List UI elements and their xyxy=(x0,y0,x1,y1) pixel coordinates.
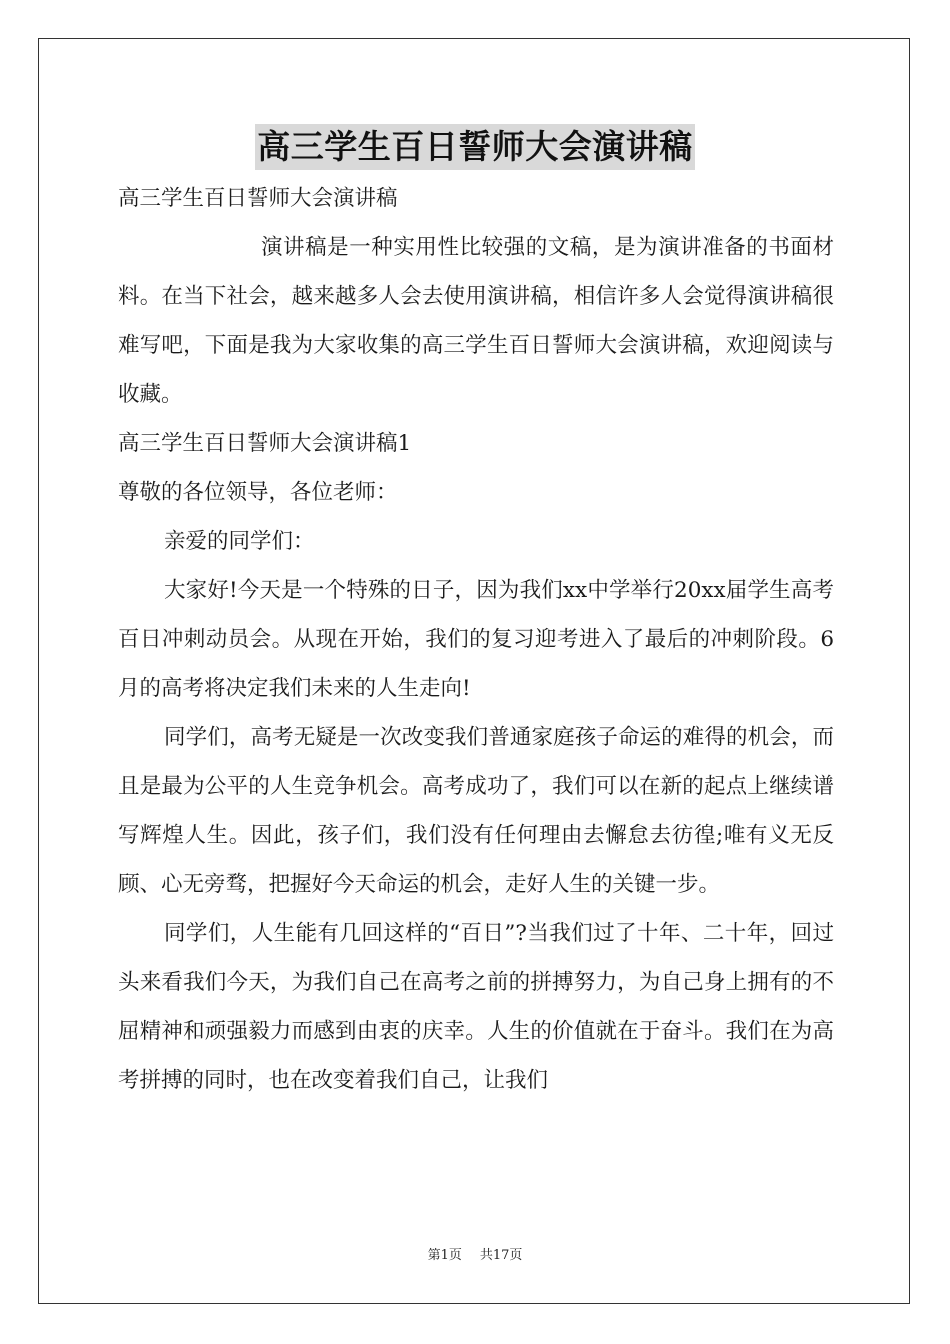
salutation-line-students: 亲爱的同学们： xyxy=(164,529,315,554)
page-footer xyxy=(0,1244,950,1263)
section-heading: 高三学生百日誓师大会演讲稿1 xyxy=(118,431,412,456)
document-body xyxy=(118,174,834,1105)
document-title: 高三学生百日誓师大会演讲稿 xyxy=(255,124,695,170)
body-paragraph: 大家好!今天是一个特殊的日子，因为我们xx中学举行20xx届学生高考百日冲刺动员会。从现在开始，我们的复习迎考进入了最后的冲刺阶段。6月的高考将决定我们未来的人生走向! xyxy=(118,578,834,701)
body-paragraph: 同学们，高考无疑是一次改变我们普通家庭孩子命运的难得的机会，而且是最为公平的人生竞争机会。高考成功了，我们可以在新的起点上继续谱写辉煌人生。因此，孩子们，我们没有任何理由去懈怠去彷徨;唯有义无反顾、心无旁骛，把握好今天命运的机会，走好人生的关键一步。 xyxy=(118,725,834,897)
salutation-line: 尊敬的各位领导，各位老师： xyxy=(118,480,398,505)
body-paragraph: 同学们，人生能有几回这样的“百日”?当我们过了十年、二十年，回过头来看我们今天，为我们自己在高考之前的拼搏努力，为自己身上拥有的不屈精神和顽强毅力而感到由衷的庆幸。人生的价值就在于奋斗。我们在为高考拼搏的同时，也在改变着我们自己，让我们 xyxy=(118,921,834,1093)
page-total: 共17页 xyxy=(479,1248,523,1263)
subtitle-line: 高三学生百日誓师大会演讲稿 xyxy=(118,186,398,211)
title-wrap xyxy=(0,124,950,170)
intro-paragraph: 演讲稿是一种实用性比较强的文稿，是为演讲准备的书面材料。在当下社会，越来越多人会去使用演讲稿，相信许多人会觉得演讲稿很难写吧，下面是我为大家收集的高三学生百日誓师大会演讲稿，欢迎阅读与收藏。 xyxy=(118,235,834,407)
page-number: 第1页 xyxy=(427,1248,462,1263)
